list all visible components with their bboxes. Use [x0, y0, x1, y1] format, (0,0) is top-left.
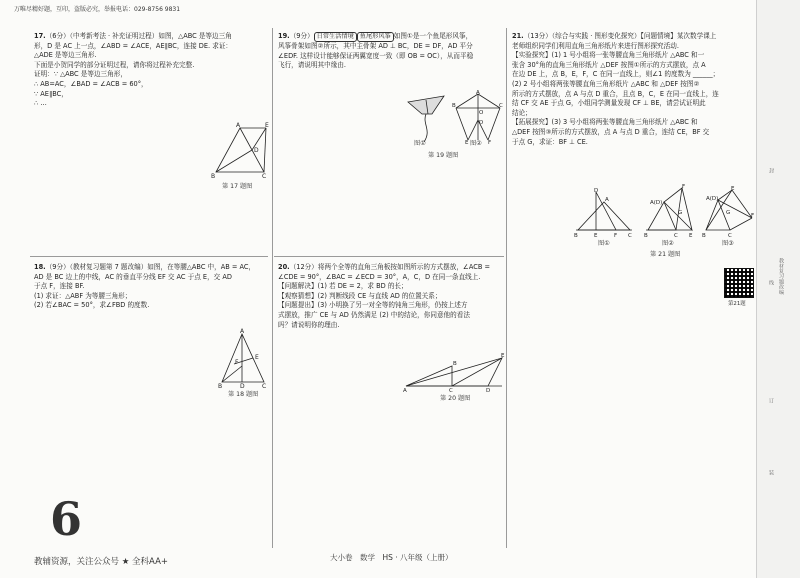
svg-text:C: C — [674, 233, 678, 239]
q21-line: 【拓展探究】(3) 3 号小组将两张等腰直角三角形纸片 △ABC 和 — [512, 118, 698, 127]
q21-line: 结论； — [512, 108, 532, 117]
svg-text:D: D — [594, 188, 599, 194]
footer-left-text: 教辅资源，关注公众号 ★ 全科AA+ — [34, 557, 169, 567]
q17-line: ∵ AE∥BC， — [34, 89, 68, 98]
q21-line: 【实验探究】(1) 1 号小组将一张等腰直角三角形纸片 △ABC 和一 — [512, 51, 705, 60]
svg-text:E: E — [731, 186, 735, 192]
q21-fig3-label: 图③ — [722, 240, 734, 247]
svg-text:C: C — [728, 233, 732, 239]
column-divider-1 — [272, 28, 273, 548]
q17-head: （6分）（中考新考法 · 补充证明过程）如图，△ABC 是等边三角 — [45, 32, 232, 40]
page-number: 6 — [50, 492, 83, 546]
q21-line: △DEF 按图③所示的方式摆放，点 A 与点 D 重合，连结 CE，BF 交 — [512, 127, 710, 136]
svg-text:E: E — [594, 233, 598, 239]
q21-number: 21. — [512, 32, 524, 40]
svg-text:C: C — [499, 103, 503, 109]
svg-text:E: E — [689, 233, 693, 239]
svg-text:D: D — [240, 383, 245, 388]
question-21 — [512, 32, 756, 147]
edge-mark: 封 — [768, 168, 774, 174]
svg-text:F: F — [682, 184, 686, 190]
q21-line: 在边 DE 上，点 B，E，F，C 在同一直线上，则∠1 的度数为 ______； — [512, 70, 720, 79]
svg-text:B: B — [644, 233, 648, 239]
svg-text:A: A — [240, 328, 245, 335]
q17-figure — [210, 120, 270, 180]
q20-line: 式摆放，推广 CE 与 AD 仍然满足 (2) 中的结论，你同意他的看法 — [278, 310, 470, 319]
q21-line: 张含 30°角的直角三角形纸片 △DEF 按图①所示的方式摆放，点 A — [512, 60, 706, 69]
q20-head: （12分）将两个全等的直角三角板按如图所示的方式摆放，∠ACB = — [289, 263, 490, 271]
svg-text:A(D): A(D) — [706, 196, 719, 202]
q21-fig2-label: 图② — [662, 240, 674, 247]
svg-text:O: O — [479, 110, 484, 116]
q17-line: 形，D 是 AC 上一点，∠ABD = ∠ACE，AE∥BC，连接 DE. 求证： — [34, 41, 233, 50]
q19-fig2-label: 图② — [470, 140, 482, 147]
q21-fig1-label: 图① — [598, 240, 610, 247]
q21-figure-1 — [574, 188, 634, 240]
svg-text:C: C — [262, 173, 267, 180]
q17-line: ∴ AB=AC，∠BAD = ∠ACB = 60°， — [34, 79, 148, 88]
svg-text:G: G — [678, 210, 683, 216]
q19-line: ∠EDF. 这样设计能够保证两翼宽度一致（即 OB = OC），从而平稳 — [278, 51, 474, 60]
svg-text:A: A — [236, 122, 241, 129]
q21-line: 于点 G，求证：BF ⊥ CE. — [512, 137, 588, 146]
svg-text:A(D): A(D) — [650, 200, 663, 206]
q17-caption: 第 17 题图 — [222, 183, 253, 190]
svg-text:F: F — [488, 140, 492, 144]
svg-text:D: D — [486, 388, 491, 392]
q19-fig1-label: 图① — [414, 140, 426, 147]
q20-caption: 第 20 题图 — [440, 395, 471, 402]
svg-text:F: F — [614, 233, 618, 239]
q21-figure-2 — [644, 182, 694, 240]
q18-figure — [218, 328, 268, 388]
q18-line: (2) 若∠BAC = 50°，求∠FBD 的度数. — [34, 301, 150, 310]
q17-number: 17. — [34, 32, 46, 40]
svg-text:D: D — [254, 147, 259, 154]
svg-text:E: E — [265, 122, 269, 129]
svg-text:E: E — [465, 140, 469, 144]
q17-line: 证明：∵ △ABC 是等边三角形， — [34, 70, 127, 79]
q19-caption: 第 19 题图 — [428, 152, 459, 159]
q19-kite-image — [402, 92, 450, 144]
q18-number: 18. — [34, 263, 46, 271]
q20-line: 【问题解决】(1) 若 DE = 2，求 BD 的长； — [278, 282, 408, 291]
qr-code-icon[interactable] — [724, 268, 754, 298]
q20-line: 【问题提出】(3) 小明换了另一对全等的钝角三角形，仍按上述方 — [278, 301, 468, 310]
svg-text:A: A — [476, 90, 480, 96]
svg-text:B: B — [574, 233, 578, 239]
q18-line: AD 是 BC 边上的中线，AC 的垂直平分线 EF 交 AC 于点 E，交 AD — [34, 272, 232, 281]
q20-line: ∠CDE = 90°，∠BAC = ∠ECD = 30°，A，C，D 在同一条直线上. — [278, 272, 481, 281]
edge-mark: 装 — [768, 470, 774, 476]
edge-mark: 教材复习题改编 — [778, 258, 784, 295]
svg-text:E: E — [255, 354, 259, 361]
column-divider-2 — [506, 28, 507, 548]
svg-text:C: C — [262, 383, 267, 388]
footer-center-text: 大小卷 数学 HS · 八年级（上册） — [330, 553, 453, 562]
svg-text:E: E — [501, 353, 505, 359]
q21-line: (2) 2 号小组将两张等腰直角三角形纸片 △ABC 和 △DEF 按图② — [512, 79, 700, 88]
svg-text:B: B — [452, 103, 456, 109]
svg-text:G: G — [726, 210, 731, 216]
row-divider-left — [30, 256, 268, 257]
copyright-note: 万唯尽精好题，互印，盗版必究，举报电话：029-8756 9831 — [14, 6, 181, 13]
question-20 — [278, 263, 504, 330]
q19-tag-context: 日常生活情境 — [314, 32, 357, 42]
edge-mark: 线 — [768, 280, 774, 286]
q18-line: (1) 求证：△ABF 为等腰三角形； — [34, 291, 132, 300]
q21-line: 所示的方式摆放，点 A 与点 D 重合，且点 B，C，E 在同一直线上，连 — [512, 89, 719, 98]
q20-number: 20. — [278, 263, 290, 271]
svg-text:C: C — [449, 388, 453, 392]
svg-text:B: B — [702, 233, 706, 239]
row-divider-mid — [274, 256, 504, 257]
question-18 — [34, 263, 266, 311]
q17-line: △ADE 是等边三角形. — [34, 51, 97, 60]
q17-line: ∴ … — [34, 99, 47, 108]
qr-code-label: 第21题 — [728, 301, 746, 307]
q19-frame-figure — [452, 90, 504, 144]
q21-line: 结 CF 交 AE 于点 G，小组同学测量发现 CF ⊥ BE，请尝试证明此 — [512, 99, 706, 108]
q19-line: 飞行，请说明其中缘由. — [278, 61, 347, 70]
svg-text:B: B — [218, 383, 223, 388]
q17-line: 下面是小贺同学的部分证明过程，请你将过程补充完整. — [34, 60, 195, 69]
edge-mark: 订 — [768, 398, 774, 404]
q20-line: 【观察猜想】(2) 判断线段 CE 与直线 AD 的位置关系； — [278, 291, 442, 300]
q21-caption: 第 21 题图 — [650, 251, 681, 258]
q19-line: 风筝骨架如图②所示，其中主骨架 AD ⊥ BC，DE = DF，AD 平分 — [278, 42, 473, 50]
q18-head: （9分）（教材复习题第 7 题改编）如图，在等腰△ABC 中，AB = AC， — [45, 263, 256, 271]
svg-text:F: F — [751, 213, 755, 219]
svg-text:A: A — [403, 388, 407, 392]
q19-tag-topic: 鱼尾形风筝 — [357, 32, 394, 42]
q19-head: 如图①是一个鱼尾形风筝， — [393, 32, 473, 40]
q20-line: 吗？请说明你的理由. — [278, 320, 340, 329]
q21-head: （13分）（综合与实践 · 图形变化探究）【问题情境】某次数学课上 — [523, 32, 717, 40]
q21-line: 老师组织同学们利用直角三角形纸片来进行图形探究活动. — [512, 41, 679, 50]
q21-figure-3 — [702, 184, 756, 240]
question-17 — [34, 32, 266, 109]
svg-text:C: C — [628, 233, 632, 239]
svg-text:F: F — [235, 359, 239, 366]
svg-text:D: D — [479, 120, 484, 126]
svg-text:B: B — [211, 173, 216, 180]
q18-line: 于点 F，连接 BF. — [34, 282, 85, 291]
q19-number: 19. — [278, 32, 290, 40]
svg-text:B: B — [453, 361, 457, 367]
q20-figure — [402, 350, 506, 392]
svg-text:A: A — [605, 197, 609, 203]
question-19 — [278, 32, 504, 71]
q19-score: （9分） — [289, 32, 314, 40]
q18-caption: 第 18 题图 — [228, 391, 259, 398]
